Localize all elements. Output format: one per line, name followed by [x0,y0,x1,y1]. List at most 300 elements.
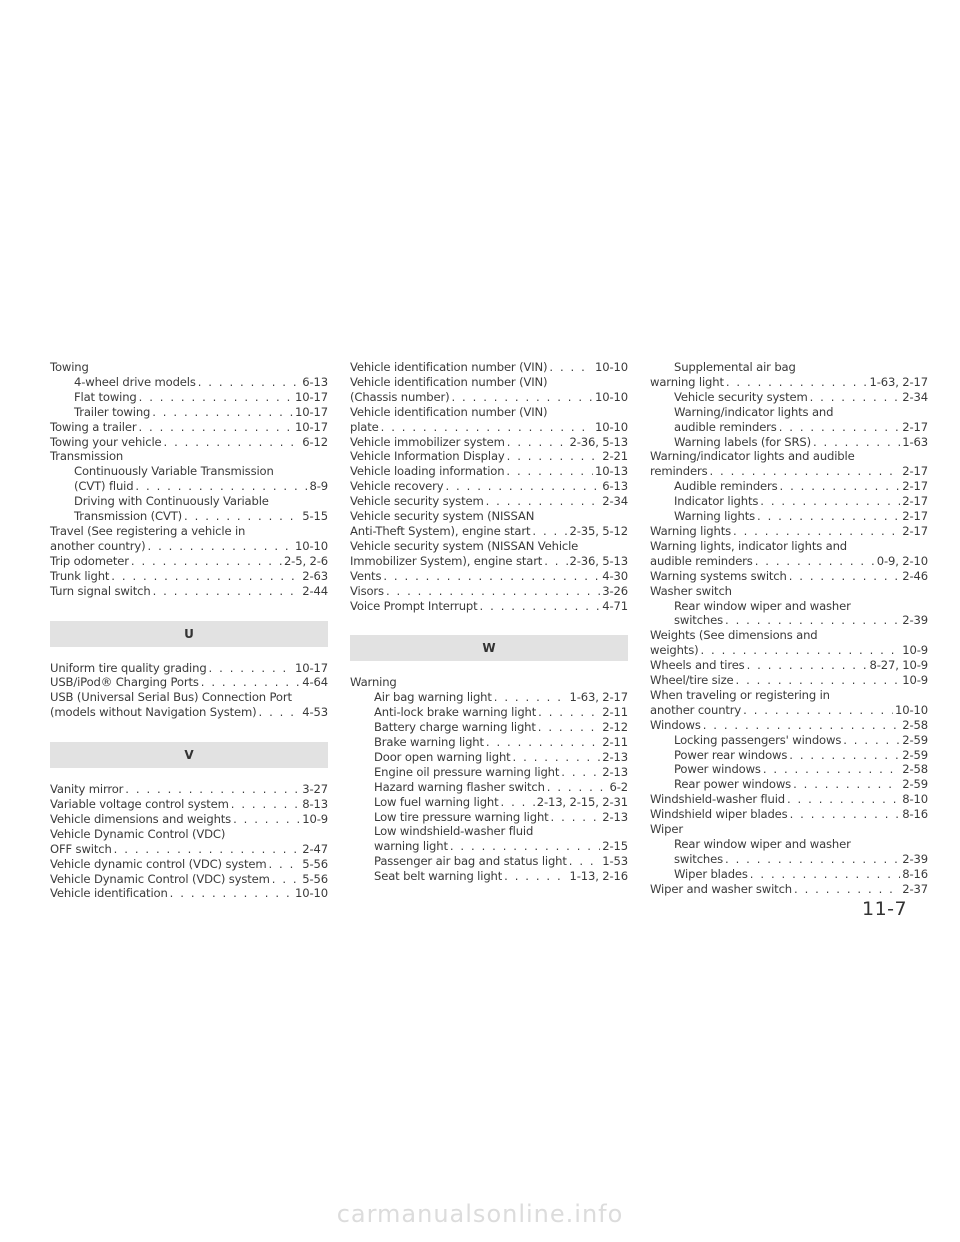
dot-leader [793,777,900,792]
entry-text: Vehicle identification number (VIN) [350,360,548,374]
entry-text: Vehicle identification number (VIN) [350,404,548,419]
entry-text: Wiper [650,822,683,837]
entry-page: 5-56 [302,871,328,886]
spacer [50,768,328,782]
index-entry [50,782,328,797]
index-entry [650,673,928,688]
index-entry [650,464,928,479]
entry-page: 4-53 [302,705,328,720]
entry-text: Vehicle dimensions and weights [50,811,232,826]
entry-page: 8-9 [309,479,328,494]
page-number: 11-7 [862,898,908,920]
dot-leader [494,690,568,705]
dot-leader [184,509,300,524]
entry-page: 2-34 [602,494,628,509]
dot-leader [794,882,900,897]
watermark: carmanualsonline.info [336,1200,624,1228]
entry-page: 2-21 [602,449,628,464]
entry-text: Towing a trailer [50,419,137,434]
entry-text: another country) [50,538,146,553]
entry-page: 2-17 [902,523,928,538]
dot-leader [125,782,300,797]
dot-leader [760,494,900,509]
entry-text: Warning lights, indicator lights and [650,538,848,553]
entry-page: 5-15 [302,509,328,524]
entry-page: 8-27, 10-9 [869,658,928,673]
entry-text: Trailer towing [74,404,151,419]
entry-text: Vehicle Dynamic Control (VDC) system [50,871,270,886]
entry-text: Brake warning light [374,735,484,750]
entry-page: 1-63 [902,434,928,449]
entry-text: Wiper blades [674,866,748,881]
entry-text: weights) [650,643,699,658]
index-entry [350,420,628,435]
index-entry [650,405,928,420]
index-entry [350,810,628,825]
index-entry [650,375,928,390]
index-entry [650,599,928,614]
index-entry [650,479,928,494]
dot-leader [789,569,901,584]
index-entry [350,839,628,854]
entry-text: Weights (See dimensions and [650,628,818,643]
index-entry [650,360,928,375]
entry-page: 2-15 [602,839,628,854]
dot-leader [451,390,593,405]
dot-leader [383,569,600,584]
entry-text: Windows [650,717,701,732]
entry-page: 10-17 [295,389,328,404]
entry-page: 10-9 [902,643,928,658]
entry-text: Warning/indicator lights and [674,404,834,419]
index-entry [650,494,928,509]
entry-text: Immobilizer System), engine start [350,553,543,568]
index-entry [350,524,628,539]
entry-page: 2-11 [602,705,628,720]
section-header: W [350,635,628,661]
entry-text: Low fuel warning light [374,794,499,809]
entry-text: Rear window wiper and washer [674,598,851,613]
entry-text: plate [350,419,379,434]
index-entry [350,735,628,750]
entry-page: 2-36, 5-13 [569,434,628,449]
dot-leader [780,479,901,494]
entry-text: Vents [350,568,382,583]
entry-text: Vehicle immobilizer system [350,434,505,449]
index-entry [650,435,928,450]
entry-text: Vehicle recovery [350,479,444,494]
index-column-1 [50,360,328,901]
index-entry [50,494,328,509]
entry-page: 10-17 [295,419,328,434]
entry-page: 10-10 [595,360,628,374]
entry-page: 2-13 [602,809,628,824]
entry-page: 2-58 [902,762,928,777]
entry-page: 10-17 [295,660,328,675]
index-entry [350,405,628,420]
entry-text: Vehicle Dynamic Control (VDC) [50,826,226,841]
dot-leader [538,720,601,735]
entry-text: Warning [350,675,397,690]
dot-leader [790,807,901,822]
index-entry [350,569,628,584]
index-entry [650,390,928,405]
index-entry [50,675,328,690]
dot-leader [135,479,307,494]
dot-leader [170,886,293,901]
entry-text: OFF switch [50,841,112,856]
index-entry [650,420,928,435]
dot-leader [114,842,301,857]
entry-page: 6-12 [302,434,328,449]
entry-text: (Chassis number) [350,389,450,404]
index-entry [350,494,628,509]
index-entry [50,435,328,450]
entry-text: Vehicle dynamic control (VDC) system [50,856,267,871]
entry-text: Low windshield-washer fluid [374,824,534,839]
dot-leader [736,673,901,688]
dot-leader [201,675,301,690]
entry-text: Windshield-washer fluid [650,792,785,807]
entry-page: 2-12 [602,720,628,735]
entry-text: Anti-Theft System), engine start [350,523,531,538]
index-column-3 [650,360,928,897]
entry-page: 2-17 [902,419,928,434]
index-entry [350,869,628,884]
entry-page: 8-10 [902,792,928,807]
entry-page: 8-13 [302,797,328,812]
entry-page: 2-17 [902,479,928,494]
entry-text: (models without Navigation System) [50,705,257,720]
entry-page: 2-39 [902,851,928,866]
index-entry [650,628,928,643]
entry-page: 2-13 [602,749,628,764]
entry-page: 2-17 [902,464,928,479]
index-entry [350,539,628,554]
entry-text: Transmission [50,449,124,464]
dot-leader [726,375,868,390]
dot-leader [233,812,300,827]
index-entry [50,690,328,705]
index-entry [50,449,328,464]
dot-leader [551,810,601,825]
dot-leader [486,735,600,750]
dot-leader [703,718,901,733]
entry-page: 10-10 [595,389,628,404]
index-entry [350,449,628,464]
entry-text: Variable voltage control system [50,797,229,812]
index-entry [650,539,928,554]
entry-page: 4-30 [602,568,628,583]
index-entry [350,705,628,720]
entry-text: Warning lights [650,523,731,538]
dot-leader [787,792,900,807]
dot-leader [164,435,301,450]
entry-text: audible reminders [674,419,777,434]
index-entry [650,658,928,673]
index-entry [350,854,628,869]
entry-text: Transmission (CVT) [74,509,183,524]
dot-leader [569,854,601,869]
spacer [350,613,628,635]
entry-text: Uniform tire quality grading [50,660,207,675]
entry-text: Voice Prompt Interrupt [350,598,478,613]
index-entry [50,872,328,887]
entry-text: Vehicle security system [350,494,484,509]
entry-page: 2-17 [902,509,928,524]
entry-page: 1-63, 2-17 [869,374,928,389]
entry-text: Towing your vehicle [50,434,162,449]
dot-leader [507,435,568,450]
index-entry [650,837,928,852]
entry-page: 2-5, 2-6 [283,553,328,568]
entry-text: (CVT) fluid [74,479,134,494]
entry-text: Visors [350,583,384,598]
dot-leader [231,797,301,812]
index-entry [50,886,328,901]
entry-text: Passenger air bag and status light [374,854,567,869]
entry-page: 3-26 [602,583,628,598]
entry-text: warning light [650,374,724,389]
entry-text: Vehicle security system (NISSAN Vehicle [350,538,579,553]
entry-page: 2-13 [602,764,628,779]
entry-text: Vehicle security system [674,389,808,404]
spacer [50,647,328,661]
index-entry [650,643,928,658]
entry-text: Turn signal switch [50,583,151,598]
index-entry [650,613,928,628]
index-entry [50,842,328,857]
index-entry [350,690,628,705]
entry-page: 2-39 [902,613,928,628]
entry-page: 8-16 [902,807,928,822]
entry-text: Hazard warning flasher switch [374,779,545,794]
entry-text: Engine oil pressure warning light [374,764,560,779]
index-entry [650,449,928,464]
entry-page: 2-59 [902,732,928,747]
index-entry [650,867,928,882]
index-entry [50,797,328,812]
spacer [50,720,328,742]
entry-page: 1-53 [602,854,628,869]
section-header: V [50,742,328,768]
dot-leader [700,643,900,658]
index-entry [350,750,628,765]
entry-text: Trip odometer [50,553,129,568]
dot-leader [549,360,593,375]
dot-leader [813,435,900,450]
dot-leader [209,661,294,676]
entry-page: 10-10 [295,538,328,553]
dot-leader [810,390,901,405]
index-entry [50,479,328,494]
index-entry [350,765,628,780]
entry-page: 2-59 [902,777,928,792]
dot-leader [507,449,601,464]
entry-page: 10-13 [595,464,628,479]
index-entry [50,554,328,569]
entry-page: 2-13, 2-15, 2-31 [536,794,628,809]
entry-page: 4-71 [602,598,628,613]
dot-leader [259,705,301,720]
entry-page: 10-9 [302,811,328,826]
entry-page: 5-56 [302,856,328,871]
index-entry [350,824,628,839]
index-entry [650,703,928,718]
entry-page: 10-10 [595,419,628,434]
dot-leader [111,569,300,584]
entry-page: 4-64 [302,675,328,690]
entry-text: Anti-lock brake warning light [374,705,537,720]
index-entry [50,390,328,405]
index-entry [50,812,328,827]
entry-text: Wiper and washer switch [650,881,792,896]
index-entry [50,827,328,842]
dot-leader [532,524,567,539]
dot-leader [779,420,901,435]
index-entry [50,569,328,584]
dot-leader [561,765,600,780]
index-entry [650,882,928,897]
dot-leader [268,857,300,872]
entry-text: Wheel/tire size [650,673,734,688]
entry-text: Wheels and tires [650,658,745,673]
index-entry [650,822,928,837]
index-entry [650,524,928,539]
index-entry [650,762,928,777]
spacer [350,661,628,675]
entry-text: Continuously Variable Transmission [74,464,274,479]
dot-leader [750,867,900,882]
index-entry [650,733,928,748]
dot-leader [747,658,868,673]
entry-page: 10-17 [295,404,328,419]
entry-page: 10-10 [895,702,928,717]
dot-leader [763,762,900,777]
index-entry [350,720,628,735]
dot-leader [450,839,600,854]
dot-leader [733,524,900,539]
entry-text: USB (Universal Serial Bus) Connection Port [50,690,292,705]
entry-page: 2-35, 5-12 [569,523,628,538]
entry-page: 2-63 [302,568,328,583]
entry-page: 2-34 [902,389,928,404]
index-entry [650,509,928,524]
entry-text: Seat belt warning light [374,869,503,884]
entry-page: 2-11 [602,735,628,750]
entry-page: 2-59 [902,747,928,762]
entry-text: Travel (See registering a vehicle in [50,523,246,538]
dot-leader [513,750,601,765]
entry-text: Trunk light [50,568,110,583]
index-entry [650,584,928,599]
entry-text: Supplemental air bag [674,360,796,374]
entry-text: Locking passengers' windows [674,732,842,747]
index-entry [650,554,928,569]
index-entry [50,464,328,479]
dot-leader [789,748,900,763]
entry-text: audible reminders [650,553,753,568]
entry-text: Air bag warning light [374,690,492,705]
index-entry [650,777,928,792]
index-entry [50,584,328,599]
dot-leader [153,584,301,599]
entry-page: 6-2 [609,779,628,794]
dot-leader [386,584,600,599]
index-entry [50,509,328,524]
entry-text: Windshield wiper blades [650,807,788,822]
entry-text: Battery charge warning light [374,720,536,735]
section-header: U [50,621,328,647]
dot-leader [709,464,900,479]
entry-text: Power windows [674,762,761,777]
entry-text: switches [674,613,723,628]
entry-text: Rear power windows [674,777,792,792]
entry-page: 2-37 [902,881,928,896]
entry-text: Towing [50,360,89,374]
entry-text: Power rear windows [674,747,788,762]
index-entry [650,748,928,763]
index-entry [350,795,628,810]
entry-page: 10-10 [295,886,328,901]
index-entry [350,599,628,614]
entry-text: Low tire pressure warning light [374,809,549,824]
entry-page: 10-9 [902,673,928,688]
entry-page: 8-16 [902,866,928,881]
index-entry [350,675,628,690]
entry-text: Audible reminders [674,479,778,494]
index-entry [350,554,628,569]
dot-leader [138,420,293,435]
entry-text: Vehicle security system (NISSAN [350,509,535,524]
index-entry [350,479,628,494]
entry-text: Driving with Continuously Variable [74,494,269,509]
entry-page: 6-13 [602,479,628,494]
spacer [50,599,328,621]
index-entry [350,584,628,599]
dot-leader [743,703,893,718]
dot-leader [547,780,608,795]
entry-text: warning light [374,839,448,854]
entry-text: Vehicle identification [50,886,168,901]
dot-leader [757,509,900,524]
entry-text: USB/iPod® Charging Ports [50,675,199,690]
entry-text: reminders [650,464,708,479]
dot-leader [131,554,282,569]
index-entry [50,661,328,676]
index-entry [350,464,628,479]
index-entry [50,539,328,554]
entry-page: 6-13 [302,374,328,389]
dot-leader [506,464,593,479]
index-entry [350,509,628,524]
index-entry [350,375,628,390]
index-entry [50,420,328,435]
dot-leader [139,390,293,405]
entry-text: another country [650,702,742,717]
index-entry [50,524,328,539]
entry-text: Washer switch [650,583,732,598]
entry-text: Warning/indicator lights and audible [650,449,855,464]
index-entry [50,705,328,720]
entry-text: When traveling or registering in [650,687,830,702]
dot-leader [480,599,601,614]
dot-leader [725,613,900,628]
dot-leader [725,852,900,867]
dot-leader [381,420,593,435]
index-column-2 [350,360,628,884]
entry-page: 2-47 [302,841,328,856]
